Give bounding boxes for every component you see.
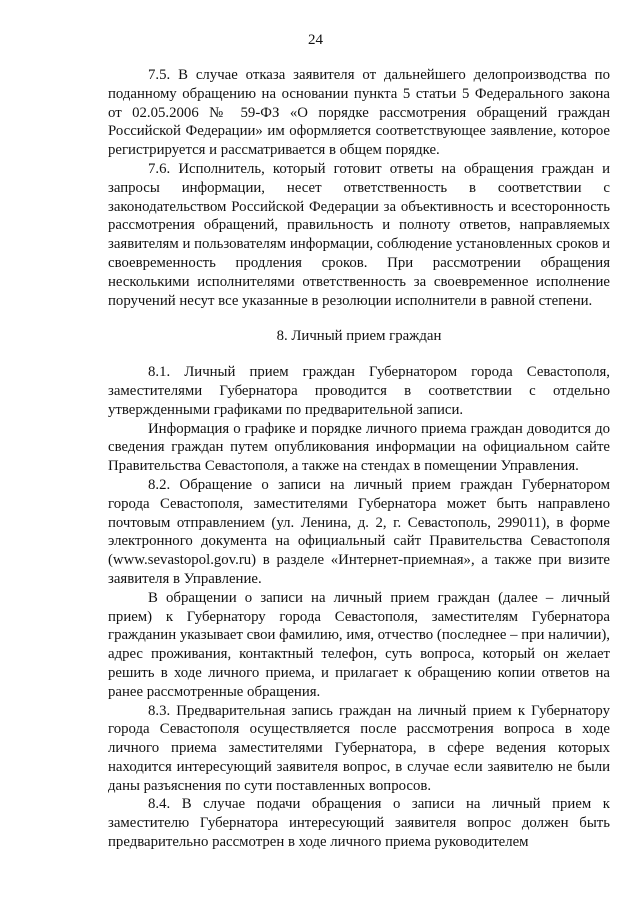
paragraph-8-4: 8.4. В случае подачи обращения о записи на личный прием к заместителю Губернатора интересующий заявителя вопрос должен быть предварительно рассмотрен в ходе личного приема руководителем: [108, 796, 610, 851]
paragraph-8-1-info: Информация о графике и порядке личного приема граждан доводится до сведения граждан путем опубликования информации на официальном сайте Правительства Севастополя, а также на стендах в помещении Управления.: [108, 420, 610, 475]
page-number: 24: [308, 32, 323, 48]
paragraph-8-3: 8.3. Предварительная запись граждан на личный прием к Губернатору города Севастополя осуществляется после рассмотрения вопроса в ходе личного приема заместителями Губернатора, в сфере ведения которых находится интересующий заявителя вопрос, в случае если заявителю не были даны разъяснения по сути поставленных вопросов.: [108, 702, 610, 794]
paragraph-8-2: 8.2. Обращение о записи на личный прием граждан Губернатором города Севастополя, заместителями Губернатора может быть направлено почтовым отправлением (ул. Ленина, д. 2, г. Севастополь, 299011), в форме электронного документа на официальный сайт Правительства Севастополя (www.sevastopol.gov.ru) в разделе «Интернет-приемная», а также при визите заявителя в Управление.: [108, 476, 610, 587]
document-body: [108, 66, 610, 852]
paragraph-7-5: 7.5. В случае отказа заявителя от дальнейшего делопроизводства по поданному обращению на основании пункта 5 статьи 5 Федерального закона от 02.05.2006 № 59-ФЗ «О порядке рассмотрения обращений граждан Российской Федерации» им оформляется соответствующее заявление, которое регистрируется и рассматривается в общем порядке.: [108, 67, 610, 159]
paragraph-8-2-details: В обращении о записи на личный прием граждан (далее – личный прием) к Губернатору города Севастополя, заместителям Губернатора гражданин указывает свои фамилию, имя, отчество (последнее – при наличии), адрес проживания, контактный телефон, суть вопроса, который он желает решить в ходе личного приема, и прилагает к обращению копии ответов на ранее рассмотренные обращения.: [108, 589, 610, 700]
section-heading: 8. Личный прием граждан: [276, 328, 442, 345]
paragraph-8-1: 8.1. Личный прием граждан Губернатором города Севастополя, заместителями Губернатора проводится в соответствии с отдельно утвержденными графиками по предварительной записи.: [108, 364, 610, 418]
paragraph-7-6: 7.6. Исполнитель, который готовит ответы на обращения граждан и запросы информации, несет ответственность в соответствии с законодательством Российской Федерации за объективность и всесторонность рассмотрения обращений, правильность и полноту ответов, направляемых заявителям и пользователям информации, соблюдение установленных сроков и своевременность продления сроков. При рассмотрении обращения несколькими исполнителями ответственность за своевременное исполнение поручений несут все указанные в резолюции исполнители в равной степени.: [108, 160, 610, 309]
